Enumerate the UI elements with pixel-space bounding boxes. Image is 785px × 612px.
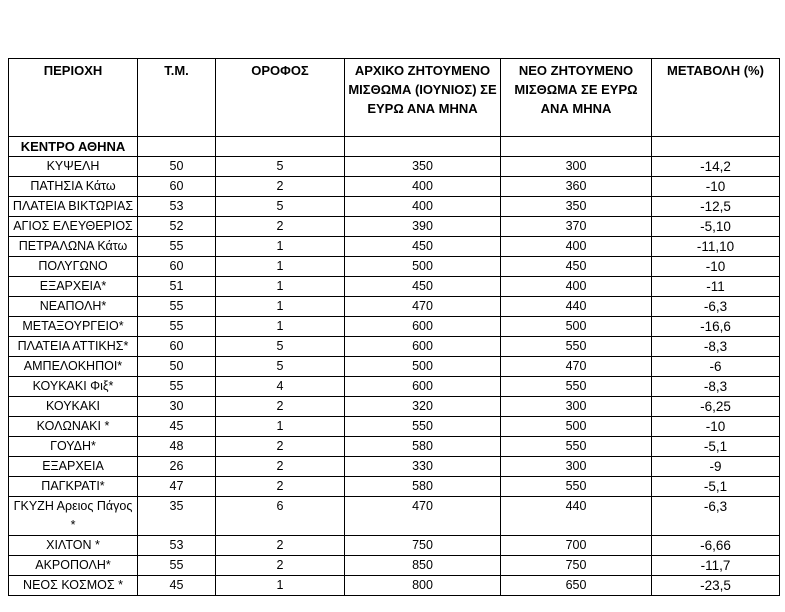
new-rent-cell: 400 [501, 277, 652, 297]
change-cell: -9 [652, 457, 780, 477]
area-cell: ΚΥΨΕΛΗ [9, 157, 138, 177]
area-cell: ΝΕΟΣ ΚΟΣΜΟΣ * [9, 576, 138, 596]
new-rent-cell: 300 [501, 157, 652, 177]
initial-rent-cell: 350 [345, 157, 501, 177]
initial-rent-cell: 390 [345, 217, 501, 237]
initial-rent-cell: 580 [345, 437, 501, 457]
floor-cell: 5 [216, 357, 345, 377]
initial-rent-cell: 470 [345, 297, 501, 317]
section-empty-cell [501, 137, 652, 157]
sqm-cell: 60 [138, 177, 216, 197]
new-rent-cell: 700 [501, 536, 652, 556]
table-row [9, 177, 780, 197]
header-new-rent: ΝΕΟ ΖΗΤΟΥΜΕΝΟ ΜΙΣΘΩΜΑ ΣΕ ΕΥΡΩ ΑΝΑ ΜΗΝΑ [501, 59, 652, 137]
area-cell: ΜΕΤΑΞΟΥΡΓΕΙΟ* [9, 317, 138, 337]
table-row [9, 357, 780, 377]
table-row [9, 536, 780, 556]
floor-cell: 4 [216, 377, 345, 397]
new-rent-cell: 450 [501, 257, 652, 277]
initial-rent-cell: 450 [345, 237, 501, 257]
area-cell: ΠΑΤΗΣΙΑ Κάτω [9, 177, 138, 197]
section-title: ΚΕΝΤΡΟ ΑΘΗΝΑ [9, 137, 138, 157]
floor-cell: 5 [216, 157, 345, 177]
floor-cell: 2 [216, 536, 345, 556]
change-cell: -6,66 [652, 536, 780, 556]
floor-cell: 1 [216, 237, 345, 257]
area-cell: ΧΙΛΤΟΝ * [9, 536, 138, 556]
change-cell: -11 [652, 277, 780, 297]
area-cell: ΕΞΑΡΧΕΙΑ [9, 457, 138, 477]
change-cell: -5,10 [652, 217, 780, 237]
initial-rent-cell: 400 [345, 197, 501, 217]
table-row [9, 397, 780, 417]
new-rent-cell: 360 [501, 177, 652, 197]
new-rent-cell: 350 [501, 197, 652, 217]
initial-rent-cell: 500 [345, 357, 501, 377]
table-row [9, 317, 780, 337]
table-row [9, 197, 780, 217]
area-cell: ΑΜΠΕΛΟΚΗΠΟΙ* [9, 357, 138, 377]
sqm-cell: 53 [138, 197, 216, 217]
change-cell: -8,3 [652, 337, 780, 357]
sqm-cell: 48 [138, 437, 216, 457]
sqm-cell: 60 [138, 337, 216, 357]
new-rent-cell: 550 [501, 437, 652, 457]
initial-rent-cell: 500 [345, 257, 501, 277]
area-cell: ΠΕΤΡΑΛΩΝΑ Κάτω [9, 237, 138, 257]
floor-cell: 2 [216, 177, 345, 197]
change-cell: -6,3 [652, 497, 780, 536]
change-cell: -6,3 [652, 297, 780, 317]
sqm-cell: 52 [138, 217, 216, 237]
table-row [9, 477, 780, 497]
table-row [9, 257, 780, 277]
table-row [9, 277, 780, 297]
table-row [9, 576, 780, 596]
initial-rent-cell: 600 [345, 377, 501, 397]
change-cell: -12,5 [652, 197, 780, 217]
sqm-cell: 45 [138, 417, 216, 437]
table-row [9, 497, 780, 536]
new-rent-cell: 550 [501, 337, 652, 357]
floor-cell: 1 [216, 297, 345, 317]
header-area: ΠΕΡΙΟΧΗ [9, 59, 138, 137]
table-row [9, 417, 780, 437]
new-rent-cell: 650 [501, 576, 652, 596]
change-cell: -16,6 [652, 317, 780, 337]
table-row [9, 457, 780, 477]
sqm-cell: 50 [138, 357, 216, 377]
sqm-cell: 55 [138, 237, 216, 257]
new-rent-cell: 300 [501, 457, 652, 477]
floor-cell: 2 [216, 397, 345, 417]
floor-cell: 6 [216, 497, 345, 536]
table-row [9, 297, 780, 317]
initial-rent-cell: 850 [345, 556, 501, 576]
area-cell: ΓΟΥΔΗ* [9, 437, 138, 457]
sqm-cell: 51 [138, 277, 216, 297]
section-empty-cell [652, 137, 780, 157]
sqm-cell: 26 [138, 457, 216, 477]
change-cell: -5,1 [652, 477, 780, 497]
table-row [9, 217, 780, 237]
table-row [9, 556, 780, 576]
sqm-cell: 55 [138, 556, 216, 576]
sqm-cell: 53 [138, 536, 216, 556]
header-sqm: Τ.Μ. [138, 59, 216, 137]
rent-table [8, 58, 780, 596]
change-cell: -6,25 [652, 397, 780, 417]
area-cell: ΑΓΙΟΣ ΕΛΕΥΘΕΡΙΟΣ [9, 217, 138, 237]
area-cell: ΚΟΥΚΑΚΙ Φιξ* [9, 377, 138, 397]
sqm-cell: 55 [138, 297, 216, 317]
initial-rent-cell: 470 [345, 497, 501, 536]
area-cell: ΠΑΓΚΡΑΤΙ* [9, 477, 138, 497]
change-cell: -11,7 [652, 556, 780, 576]
table-row [9, 377, 780, 397]
floor-cell: 1 [216, 277, 345, 297]
floor-cell: 5 [216, 197, 345, 217]
floor-cell: 1 [216, 257, 345, 277]
floor-cell: 1 [216, 317, 345, 337]
initial-rent-cell: 450 [345, 277, 501, 297]
new-rent-cell: 300 [501, 397, 652, 417]
area-cell: ΝΕΑΠΟΛΗ* [9, 297, 138, 317]
initial-rent-cell: 330 [345, 457, 501, 477]
initial-rent-cell: 550 [345, 417, 501, 437]
new-rent-cell: 750 [501, 556, 652, 576]
change-cell: -10 [652, 417, 780, 437]
floor-cell: 2 [216, 437, 345, 457]
initial-rent-cell: 600 [345, 317, 501, 337]
header-initial-rent: ΑΡΧΙΚΟ ΖΗΤΟΥΜΕΝΟ ΜΙΣΘΩΜΑ (ΙΟΥΝΙΟΣ) ΣΕ ΕΥΡΩ ΑΝΑ ΜΗΝΑ [345, 59, 501, 137]
change-cell: -23,5 [652, 576, 780, 596]
section-empty-cell [345, 137, 501, 157]
floor-cell: 2 [216, 556, 345, 576]
initial-rent-cell: 320 [345, 397, 501, 417]
new-rent-cell: 440 [501, 497, 652, 536]
area-cell: ΠΛΑΤΕΙΑ ΑΤΤΙΚΗΣ* [9, 337, 138, 357]
area-cell: ΕΞΑΡΧΕΙΑ* [9, 277, 138, 297]
initial-rent-cell: 800 [345, 576, 501, 596]
floor-cell: 2 [216, 477, 345, 497]
new-rent-cell: 400 [501, 237, 652, 257]
sqm-cell: 47 [138, 477, 216, 497]
floor-cell: 5 [216, 337, 345, 357]
initial-rent-cell: 750 [345, 536, 501, 556]
floor-cell: 1 [216, 417, 345, 437]
floor-cell: 2 [216, 457, 345, 477]
sqm-cell: 55 [138, 317, 216, 337]
sqm-cell: 55 [138, 377, 216, 397]
change-cell: -11,10 [652, 237, 780, 257]
initial-rent-cell: 400 [345, 177, 501, 197]
table-row [9, 237, 780, 257]
area-cell: ΚΟΥΚΑΚΙ [9, 397, 138, 417]
area-cell: ΚΟΛΩΝΑΚΙ * [9, 417, 138, 437]
area-cell: ΑΚΡΟΠΟΛΗ* [9, 556, 138, 576]
header-change: ΜΕΤΑΒΟΛΗ (%) [652, 59, 780, 137]
header-floor: ΟΡΟΦΟΣ [216, 59, 345, 137]
initial-rent-cell: 580 [345, 477, 501, 497]
table-row [9, 157, 780, 177]
sqm-cell: 50 [138, 157, 216, 177]
sqm-cell: 35 [138, 497, 216, 536]
area-cell: ΠΟΛΥΓΩΝΟ [9, 257, 138, 277]
new-rent-cell: 370 [501, 217, 652, 237]
new-rent-cell: 550 [501, 477, 652, 497]
table-row [9, 437, 780, 457]
change-cell: -8,3 [652, 377, 780, 397]
initial-rent-cell: 600 [345, 337, 501, 357]
change-cell: -14,2 [652, 157, 780, 177]
new-rent-cell: 500 [501, 417, 652, 437]
change-cell: -6 [652, 357, 780, 377]
sqm-cell: 30 [138, 397, 216, 417]
change-cell: -5,1 [652, 437, 780, 457]
new-rent-cell: 500 [501, 317, 652, 337]
table-row [9, 337, 780, 357]
section-empty-cell [216, 137, 345, 157]
new-rent-cell: 440 [501, 297, 652, 317]
new-rent-cell: 550 [501, 377, 652, 397]
sqm-cell: 60 [138, 257, 216, 277]
section-empty-cell [138, 137, 216, 157]
area-cell: ΓΚΥΖΗ Αρειος Πάγος * [9, 497, 138, 536]
sqm-cell: 45 [138, 576, 216, 596]
floor-cell: 1 [216, 576, 345, 596]
new-rent-cell: 470 [501, 357, 652, 377]
area-cell: ΠΛΑΤΕΙΑ ΒΙΚΤΩΡΙΑΣ [9, 197, 138, 217]
change-cell: -10 [652, 257, 780, 277]
table-header-row [9, 59, 780, 137]
section-row [9, 137, 780, 157]
floor-cell: 2 [216, 217, 345, 237]
change-cell: -10 [652, 177, 780, 197]
